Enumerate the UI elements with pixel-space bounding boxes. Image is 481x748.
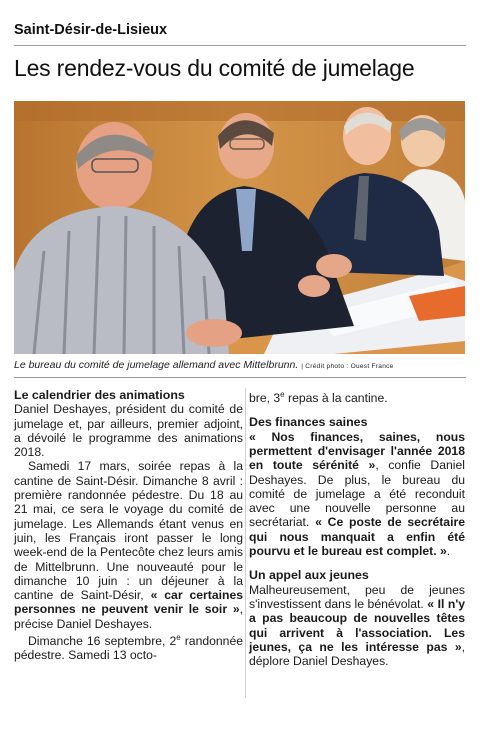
- september-text: Dimanche 16 septembre, 2: [28, 634, 177, 649]
- caption-rule: [14, 377, 466, 378]
- youth-text-end: , déplore Daniel Deshayes.: [249, 639, 465, 669]
- article-headline: Les rendez-vous du comité de jumelage: [14, 55, 415, 81]
- calendar-text-end: , précise Daniel Deshayes.: [14, 602, 243, 631]
- youth-text: Malheureusement, peu de jeunes s'investissent dans le bénévolat.: [249, 582, 465, 611]
- quote-evening: « car certaines personnes ne peuvent venir le soir »: [14, 588, 243, 617]
- paragraph-intro: Daniel Deshayes, président du comité de jumelage et, par ailleurs, premier adjoint, a dévoilé le programme des animations 2018.: [14, 402, 243, 460]
- finances-text: , confie Daniel Deshayes. De plus, le bureau du comité de jumelage a été reconduit avec une nouvelle personne au secrétariat.: [249, 458, 465, 530]
- column-divider: [245, 388, 246, 698]
- september-text-end: randonnée pédestre. Samedi 13 octo-: [14, 634, 244, 663]
- quote-youth: « Il n'y a pas beaucoup de nouvelles têtes qui arrivent à l'association. Les jeunes, ça ne les intéresse pas »: [249, 596, 465, 654]
- september-sup: e: [176, 633, 181, 643]
- subhead-calendar: Le calendrier des animations: [14, 388, 185, 402]
- paragraph-finances: [249, 430, 465, 559]
- subhead-finances: Des finances saines: [249, 415, 368, 430]
- october-sup: e: [280, 390, 285, 399]
- right-column: [249, 388, 465, 668]
- subhead-youth: Un appel aux jeunes: [249, 568, 369, 583]
- quote-finances: « Nos finances, saines, nous permettent d'envisager l'année 2018 en toute sérénité »: [249, 429, 465, 473]
- photo-illustration: [14, 101, 465, 354]
- photo-credit: | Crédit photo : Ouest France: [301, 363, 394, 370]
- left-column: [14, 388, 243, 663]
- calendar-text: Samedi 17 mars, soirée repas à la cantine de Saint-Désir. Dimanche 8 avril : première randonnée pédestre. Du 18 au 21 mai, ce sera le voyage du comité de jumelage. Les Allemands étant venus en juin, les Français iront passer le long week-end de la Pentecôte chez leurs amis de Mittelbrunn. Une nouveauté pour le dimanche 10 juin : un déjeuner à la cantine de Saint-Désir,: [14, 459, 243, 603]
- paragraph-september: [14, 631, 243, 663]
- paragraph-calendar: [14, 459, 243, 631]
- photo-caption: [14, 359, 466, 371]
- article-photo: [14, 101, 465, 354]
- october-text: bre, 3: [249, 391, 281, 406]
- quote-secretary: « Ce poste de secrétaire qui nous manquait a enfin été pourvu et le bureau est complet. »: [249, 515, 465, 559]
- october-text-end: repas à la cantine.: [284, 391, 388, 406]
- paragraph-youth: [249, 583, 465, 669]
- paragraph-october: [249, 388, 465, 405]
- kicker-rule: [14, 45, 466, 46]
- caption-text: Le bureau du comité de jumelage allemand avec Mittelbrunn.: [14, 359, 299, 371]
- finances-text-end: .: [446, 544, 451, 559]
- section-kicker: Saint-Désir-de-Lisieux: [14, 22, 168, 38]
